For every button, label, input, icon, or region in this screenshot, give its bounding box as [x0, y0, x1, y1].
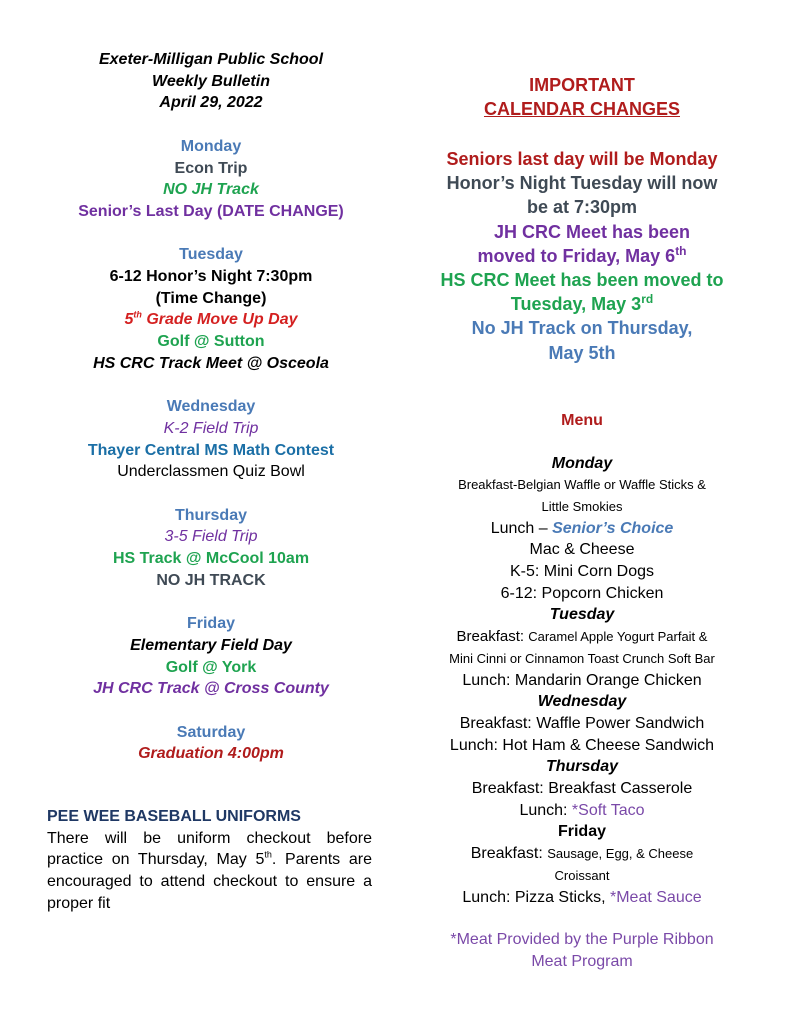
tuesday-item: (Time Change)	[155, 289, 267, 307]
menu-monday-heading: Monday	[551, 454, 613, 472]
bulletin-date: April 29, 2022	[159, 94, 263, 112]
wednesday-heading: Wednesday	[166, 398, 256, 416]
thursday-item: NO JH TRACK	[156, 571, 266, 589]
menu-tuesday-lunch: Lunch: Mandarin Orange Chicken	[462, 671, 702, 689]
menu-friday-heading: Friday	[557, 823, 606, 841]
pee-wee-section	[47, 806, 372, 915]
pee-wee-title: PEE WEE BASEBALL UNIFORMS	[47, 808, 301, 825]
wednesday-item: Thayer Central MS Math Contest	[87, 441, 335, 459]
menu-footnote: *Meat Provided by the Purple Ribbon	[450, 931, 714, 949]
bulletin-title: Weekly Bulletin	[152, 72, 270, 90]
tuesday-heading: Tuesday	[179, 246, 243, 264]
wednesday-item: Underclassmen Quiz Bowl	[117, 463, 305, 481]
menu-wednesday-breakfast: Breakfast: Waffle Power Sandwich	[459, 714, 705, 732]
menu-monday-breakfast: Breakfast-Belgian Waffle or Waffle Sticks &	[458, 477, 706, 493]
menu-tuesday-breakfast: Mini Cinni or Cinnamon Toast Crunch Soft Bar	[449, 650, 715, 666]
menu-friday-breakfast: Croissant	[554, 867, 610, 883]
thursday-item: 3-5 Field Trip	[164, 528, 258, 546]
menu-tuesday-heading: Tuesday	[549, 606, 615, 624]
monday-item: Econ Trip	[174, 159, 248, 177]
menu-thursday-breakfast: Breakfast: Breakfast Casserole	[471, 780, 693, 798]
saturday-item: Graduation 4:00pm	[138, 745, 284, 763]
thursday-item: HS Track @ McCool 10am	[112, 550, 310, 568]
change-jh-crc: moved to Friday, May 6th	[477, 243, 687, 266]
menu-monday-lunch-item: 6-12: Popcorn Chicken	[500, 584, 664, 602]
change-honors: be at 7:30pm	[526, 197, 638, 218]
tuesday-item: HS CRC Track Meet @ Osceola	[93, 354, 329, 372]
menu-friday-breakfast: Breakfast: Sausage, Egg, & Cheese	[470, 845, 694, 863]
change-honors: Honor’s Night Tuesday will now	[446, 173, 718, 194]
change-seniors: Seniors last day will be Monday	[446, 149, 718, 169]
friday-item: JH CRC Track @ Cross County	[93, 680, 329, 698]
wednesday-item: K-2 Field Trip	[163, 419, 259, 437]
monday-item: NO JH Track	[163, 181, 259, 199]
menu-footnote: Meat Program	[531, 953, 633, 970]
menu-monday-lunch: Lunch – Senior’s Choice	[490, 519, 674, 537]
menu-thursday-heading: Thursday	[545, 758, 618, 776]
change-jh-crc: JH CRC Meet has been	[493, 221, 691, 242]
menu-wednesday-lunch: Lunch: Hot Ham & Cheese Sandwich	[449, 736, 715, 754]
tuesday-item: Golf @ Sutton	[157, 333, 265, 351]
friday-item: Golf @ York	[165, 658, 257, 676]
change-hs-crc: Tuesday, May 3rd	[510, 292, 654, 315]
school-name: Exeter-Milligan Public School	[98, 51, 324, 68]
monday-heading: Monday	[180, 137, 242, 155]
menu-friday-lunch: Lunch: Pizza Sticks, *Meat Sauce	[462, 888, 702, 906]
menu-thursday-lunch: Lunch: *Soft Taco	[519, 801, 645, 819]
menu-monday-lunch-item: K-5: Mini Corn Dogs	[509, 563, 655, 581]
menu-monday-breakfast: Little Smokies	[541, 498, 623, 514]
weekly-schedule-column	[50, 49, 372, 765]
calendar-menu-column	[412, 73, 752, 973]
saturday-heading: Saturday	[176, 723, 246, 741]
menu-tuesday-breakfast: Breakfast: Caramel Apple Yogurt Parfait &	[456, 628, 708, 646]
pee-wee-body: There will be uniform checkout before practice on Thursday, May 5th. Parents are encouraged to attend checkout to ensure a proper fit	[47, 829, 373, 912]
friday-heading: Friday	[186, 615, 235, 633]
calendar-changes-heading: CALENDAR CHANGES	[483, 99, 680, 119]
change-no-jh-track: May 5th	[548, 342, 616, 363]
menu-monday-lunch-item: Mac & Cheese	[529, 541, 635, 559]
change-hs-crc: HS CRC Meet has been moved to	[440, 270, 724, 291]
menu-title: Menu	[561, 411, 603, 429]
tuesday-item: 5th Grade Move Up Day	[124, 310, 298, 329]
menu-wednesday-heading: Wednesday	[537, 693, 627, 711]
change-no-jh-track: No JH Track on Thursday,	[471, 318, 693, 339]
thursday-heading: Thursday	[174, 506, 247, 524]
friday-item: Elementary Field Day	[130, 636, 292, 654]
monday-item: Senior’s Last Day (DATE CHANGE)	[78, 202, 344, 220]
tuesday-item: 6-12 Honor’s Night 7:30pm	[109, 268, 313, 285]
important-heading: IMPORTANT	[529, 75, 635, 95]
